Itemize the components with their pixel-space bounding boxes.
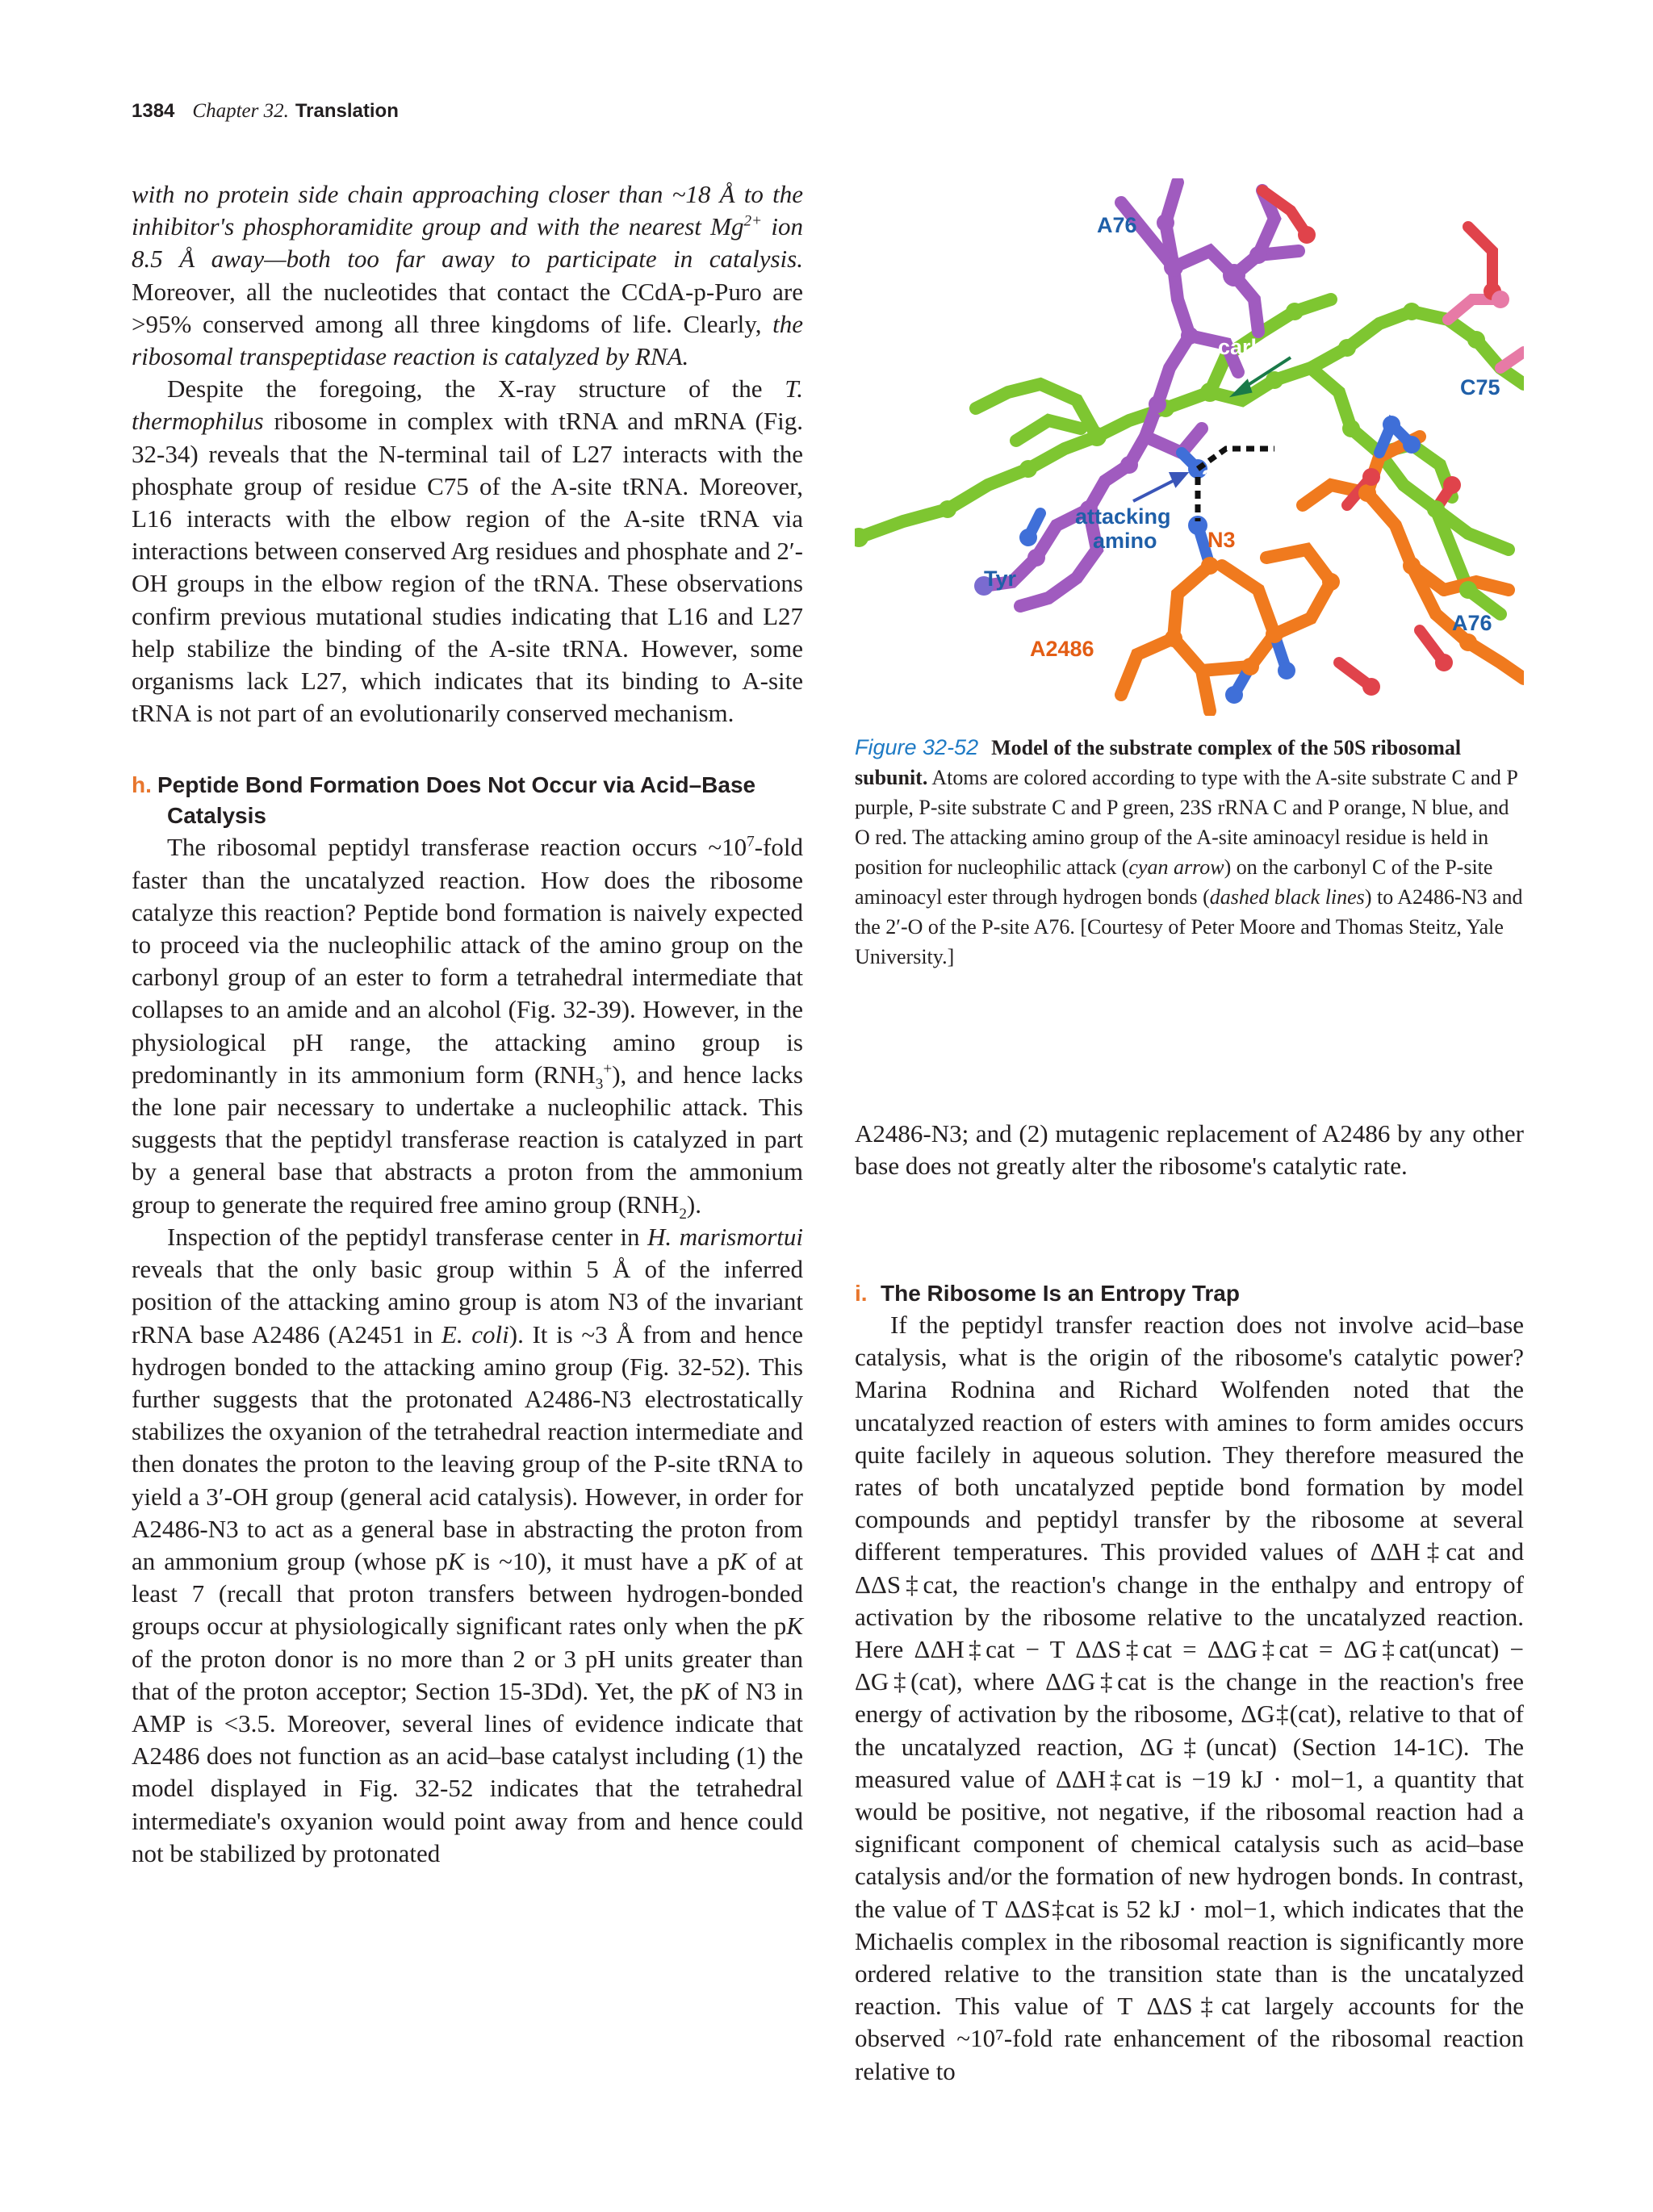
figure-molecular-model bbox=[855, 178, 1524, 716]
label-amino: amino bbox=[1093, 529, 1157, 553]
caption-title: Model of the substrate complex of the 50S ribosomal subunit. bbox=[855, 736, 1462, 789]
figure-number: Figure 32-52 bbox=[855, 735, 979, 759]
left-column bbox=[132, 178, 803, 1870]
section-heading-h: h. Peptide Bond Formation Does Not Occur via Acid–Base Catalysis bbox=[132, 772, 756, 829]
molecule-render bbox=[855, 178, 1524, 716]
label-a76-right: A76 bbox=[1452, 611, 1492, 635]
figure-caption: Figure 32-52 Model of the substrate complex of the 50S ribosomal subunit. Atoms are colored according to type with the A-site substrate C and P purple, P-site substrate C and P green, 23S rRNA C and P orange, N blue, and O red. The attacking amino group of the A-site aminoacyl residue is held in position for nucleophilic attack (cyan arrow) on the carbonyl C of the P-site aminoacyl ester through hydrogen bonds (dashed black lines) to A2486-N3 and the 2′-O of the P-site A76. [Courtesy of Peter Moore and Thomas Steitz, Yale University.] bbox=[855, 735, 1523, 968]
label-a2486: A2486 bbox=[1030, 637, 1094, 661]
label-a76-top: A76 bbox=[1097, 213, 1137, 237]
right-column-section-i bbox=[855, 1278, 1524, 2088]
label-2-oh: 2′ OH bbox=[1202, 466, 1258, 490]
paragraph-continued: with no protein side chain approaching closer than ~18 Å to the inhibitor's phosphoramidite group and with the nearest $Mg^{2+}$ ion 8.5 Å away—both too far away to participate in catalysis. Moreover, all the nucleotides that contact the CCdA-p-Puro are >95% conserved among all three kingdoms of life. Clearly, the ribosomal transpeptidase reaction is catalyzed by RNA. bbox=[132, 180, 803, 371]
label-n3: N3 bbox=[1207, 528, 1236, 552]
right-column-continuation bbox=[855, 1118, 1524, 1182]
paragraph-inspection: Inspection of the peptidyl transferase center in H. marismortui reveals that the only basic group within 5 Å of the inferred position of the attacking amino group is atom N3 of the invariant rRNA base A2486 (A2451 in E. coli). It is ~3 Å from and hence hydrogen bonded to the attacking amino group (Fig. 32-52). This further suggests that the protonated A2486-N3 electrostatically stabilizes the oxyanion of the tetrahedral reaction intermediate and then donates the proton to the leaving group of the P-site tRNA to yield a 3′-OH group (general acid catalysis). However, in order for A2486-N3 to act as a general base in abstracting the proton from an ammonium group (whose pK is ~10), it must have a pK of at least 7 (recall that proton transfers between hydrogen-bonded groups occur at physiologically significant rates only when the pK of the proton donor is no more than 2 or 3 pH units greater than that of the proton acceptor; Section 15-3Dd). Yet, the pK of N3 in AMP is <3.5. Moreover, several lines of evidence indicate that A2486 does not function as an acid–base catalyst including (1) the model displayed in Fig. 32-52 indicates that the tetrahedral intermediate's oxyanion would point away from and hence could not be stabilized by protonated bbox=[132, 1222, 804, 1867]
paragraph-entropy-trap: If the peptidyl transfer reaction does not involve acid–base catalysis, what is the origin of the ribosome's catalytic power? Marina Rodnina and Richard Wolfenden noted that the uncatalyzed reaction of esters with amines to form amides occurs quite facilely in aqueous solution. They therefore measured the rates of both uncatalyzed peptide bond formation by model compounds and peptidyl transfer by the ribosome at several different temperatures. This provided values of ΔΔH‡cat and ΔΔS‡cat, the reaction's change in the enthalpy and entropy of activation by the ribosome relative to the uncatalyzed reaction. Here ΔΔH‡cat − T ΔΔS‡cat = ΔΔG‡cat = ΔG‡cat(uncat) − ΔG‡(cat), where ΔΔG‡cat is the change in the reaction's free energy of activation by the ribosome, ΔG‡(cat), relative to that of the uncatalyzed reaction, ΔG‡(uncat) (Section 14-1C). The measured value of ΔΔH‡cat is −19 kJ · mol−1, a quantity that would be positive, not negative, if the ribosomal reaction had a significant component of chemical catalysis such as acid–base catalysis and/or the formation of new hydrogen bonds. In contrast, the value of T ΔΔS‡cat is 52 kJ · mol−1, which indicates that the Michaelis complex in the ribosomal reaction is significantly more ordered relative to the transition state than is the uncatalyzed reaction. This value of T ΔΔS‡cat largely accounts for the observed ~10⁷-fold rate enhancement of the ribosomal reaction relative to bbox=[855, 1311, 1524, 2085]
label-tyr: Tyr bbox=[984, 567, 1017, 591]
label-attacking: attacking bbox=[1075, 504, 1171, 529]
paragraph-continued-right: A2486-N3; and (2) mutagenic replacement of A2486 by any other base does not greatly alter the ribosome's catalytic rate. bbox=[855, 1119, 1524, 1181]
chapter-label: Chapter 32. bbox=[192, 100, 289, 122]
running-header bbox=[132, 100, 399, 123]
chapter-title: Translation bbox=[295, 100, 399, 122]
label-c75: C75 bbox=[1460, 375, 1500, 399]
page-number: 1384 bbox=[132, 100, 175, 122]
section-heading-i: i. The Ribosome Is an Entropy Trap bbox=[855, 1281, 1240, 1306]
paragraph-peptidyl-rate: The ribosomal peptidyl transferase reaction occurs $\sim 10^7$-fold faster than the uncatalyzed reaction. How does the ribosome catalyze this reaction? Peptide bond formation is naively expected to proceed via the nucleophilic attack of the amino group on the carbonyl group of an ester to form a tetrahedral intermediate that collapses to an amide and an alcohol (Fig. 32-39). However, in the physiological pH range, the attacking amino group is predominantly in its ammonium form $(RNH_3^+)$, and hence lacks the lone pair necessary to undertake a nucleophilic attack. This suggests that the peptidyl transferase reaction is catalyzed in part by a general base that abstracts a proton from the ammonium group to generate the required free amino group $(RNH_2)$. bbox=[132, 833, 803, 1223]
label-carbonyl: carbonyl bbox=[1218, 335, 1309, 359]
label-phe: Phe bbox=[1015, 357, 1055, 381]
paragraph-thermophilus: Despite the foregoing, the X-ray structure of the T. thermophilus ribosome in complex with tRNA and mRNA (Fig. 32-34) reveals that the N-terminal tail of L27 interacts with the phosphate group of residue C75 of the A-site tRNA. Moreover, L16 interacts with the elbow region of the A-site tRNA via interactions between conserved Arg residues and phosphate and 2′-OH groups in the elbow region of the tRNA. These observations confirm previous mutational studies indicating that L16 and L27 help stabilize the binding of the A-site tRNA. However, some organisms lack L27, which indicates that its binding to A-site tRNA is not part of an evolutionarily conserved mechanism. bbox=[132, 374, 803, 728]
